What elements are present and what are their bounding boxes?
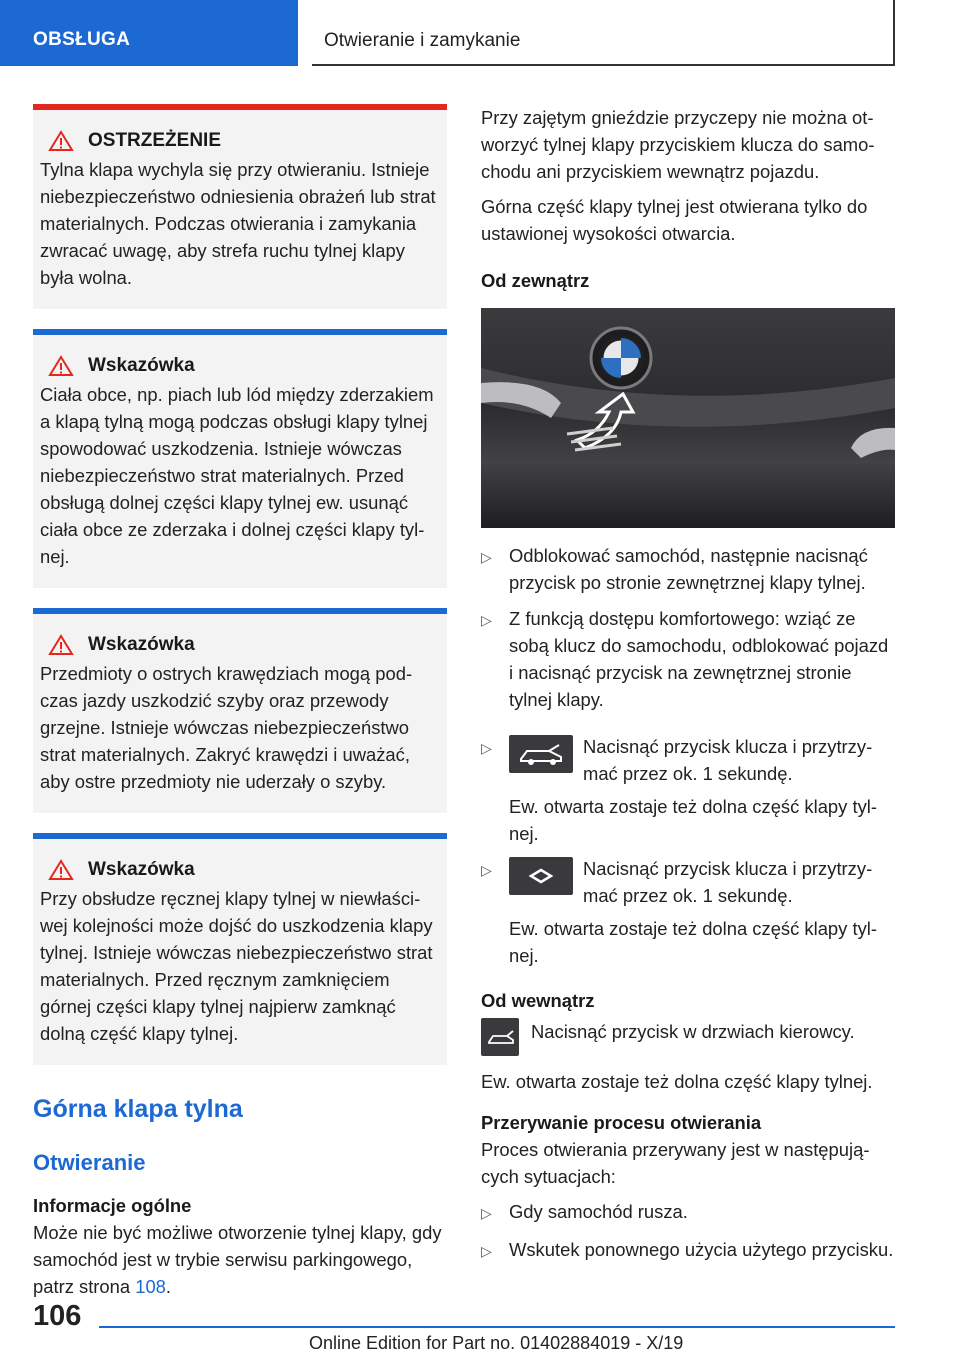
warning-triangle-icon <box>48 355 74 377</box>
inside-title: Od wewnątrz <box>481 990 595 1011</box>
list-item-text: Wskutek ponownego użycia użytego przycisku. <box>509 1239 894 1260</box>
note-text: Przedmioty o ostrych krawędziach mogą podczas jazdy uszkodzić szyby oraz przewody grzejne. Istnieje wówczas niebezpieczeństwo strat materialnych. Zakryć krawędzi i uważać, aby ostre przedmioty nie uderzały o szyby. <box>40 663 413 792</box>
list-item-text: Gdy samochód rusza. <box>509 1201 688 1222</box>
warning-triangle-icon <box>48 859 74 881</box>
general-info-title: Informacje ogólne <box>33 1195 192 1216</box>
bullet-triangle-icon: ▷ <box>481 862 492 878</box>
section-title: OBSŁUGA <box>33 29 131 50</box>
page-link[interactable]: 108 <box>135 1276 166 1297</box>
note-title: Wskazówka <box>88 859 195 880</box>
inside-step <box>481 1018 895 1056</box>
warning-header <box>40 126 439 156</box>
list-item <box>481 542 895 596</box>
note-header <box>40 630 439 660</box>
key-step-note: Ew. otwarta zostaje też dolna część klapy tylnej. <box>509 796 877 844</box>
key-step-text: Nacisnąć przycisk klucza i przytrzymać przez ok. 1 sekundę. <box>583 858 873 906</box>
list-item <box>481 1198 895 1227</box>
footer-rule <box>99 1326 895 1328</box>
diamond-key-icon <box>509 857 573 895</box>
outside-bullet-list <box>481 542 895 713</box>
warning-triangle-icon <box>48 634 74 656</box>
bullet-triangle-icon: ▷ <box>481 740 492 756</box>
tailgate-button-photo <box>481 308 895 528</box>
note-title: Wskazówka <box>88 634 195 655</box>
note-box <box>33 833 447 1065</box>
bullet-triangle-icon: ▷ <box>481 612 492 628</box>
note-box <box>33 608 447 813</box>
note-title: Wskazówka <box>88 355 195 376</box>
key-step <box>481 733 895 787</box>
list-item-text: Z funkcją dostępu komfortowego: wziąć ze sobą klucz do samochodu, odblokować pojazd i nacisnąć przycisk na zewnętrznej stronie tylnej klapy. <box>509 608 889 710</box>
key-step <box>481 855 895 909</box>
bullet-triangle-icon: ▷ <box>481 549 492 565</box>
subsection-heading: Otwieranie <box>33 1150 146 1175</box>
page-number: 106 <box>33 1300 82 1332</box>
car-tailgate-key-icon <box>509 735 573 773</box>
door-tailgate-button-icon <box>481 1018 519 1056</box>
section-tab <box>0 0 298 66</box>
note-text: Przy obsłudze ręcznej klapy tylnej w niewłaściwej kolejności może dojść do uszkodzenia klapy tylnej. Istnieje wówczas niebezpieczeństwo strat materialnych. Przed ręcznym zamknięciem górnej części klapy tylnej najpierw zamknąć dolną część klapy tylnej. <box>40 888 433 1044</box>
bullet-triangle-icon: ▷ <box>481 1205 492 1221</box>
tailgate-photo-illustration <box>481 308 895 528</box>
inside-step-text: Nacisnąć przycisk w drzwiach kierowcy. <box>531 1021 855 1042</box>
bullet-triangle-icon: ▷ <box>481 1243 492 1259</box>
list-item <box>481 1236 895 1265</box>
key-step-text: Nacisnąć przycisk klucza i przytrzymać przez ok. 1 sekundę. <box>583 736 873 784</box>
edition-text: Online Edition for Part no. 01402884019 - X/19 <box>309 1333 684 1353</box>
interrupt-title: Przerywanie procesu otwierania <box>481 1112 762 1133</box>
note-header <box>40 351 439 381</box>
note-box <box>33 329 447 588</box>
list-item-text: Odblokować samochód, następnie nacisnąć przycisk po stronie zewnętrznej klapy tylnej. <box>509 545 868 593</box>
opening-height-text: Górna część klapy tylnej jest otwierana tylko do ustawionej wysokości otwarcia. <box>481 196 868 244</box>
inside-note: Ew. otwarta zostaje też dolna część klapy tylnej. <box>481 1071 873 1092</box>
left-column <box>33 104 447 1300</box>
warning-box <box>33 104 447 309</box>
interrupt-bullet-list <box>481 1198 895 1265</box>
right-column <box>481 104 895 1265</box>
section-heading: Górna klapa tylna <box>33 1095 243 1123</box>
warning-text: Tylna klapa wychyla się przy otwieraniu. Istnieje niebezpieczeństwo odniesienia obrażeń lub strat materialnych. Podczas otwierania i zamykania zwracać uwagę, aby strefa ruchu tylnej klapy była wolna. <box>40 159 436 288</box>
key-step-note: Ew. otwarta zostaje też dolna część klapy tylnej. <box>509 918 877 966</box>
general-info-end: . <box>165 1276 172 1297</box>
interrupt-text: Proces otwierania przerywany jest w następujących sytuacjach: <box>481 1139 870 1187</box>
chapter-tab <box>312 0 895 66</box>
warning-title: OSTRZEŻENIE <box>88 130 222 151</box>
note-text: Ciała obce, np. piach lub lód między zderzakiem a klapą tylną mogą podczas obsługi klapy tylnej spowodować uszkodzenia. Istnieje wówczas niebezpieczeństwo strat materialnych. Przed obsługą dolnej części klapy tylnej ew. usunąć ciała obce ze zderzaka i dolnej części klapy tylnej. <box>40 384 434 567</box>
general-info-body: Może nie być możliwe otworzenie tylnej klapy, gdy samochód jest w trybie serwisu parkingowego, patrz strona <box>33 1222 442 1297</box>
warning-triangle-icon <box>48 130 74 152</box>
note-header <box>40 855 439 885</box>
outside-title: Od zewnątrz <box>481 270 590 291</box>
chapter-title: Otwieranie i zamykanie <box>324 30 521 51</box>
trailer-socket-text: Przy zajętym gnieździe przyczepy nie można otworzyć tylnej klapy przyciskiem klucza do samochodu ani przyciskiem wewnątrz pojazdu. <box>481 107 875 182</box>
general-info-text <box>33 1219 447 1300</box>
list-item <box>481 605 895 713</box>
